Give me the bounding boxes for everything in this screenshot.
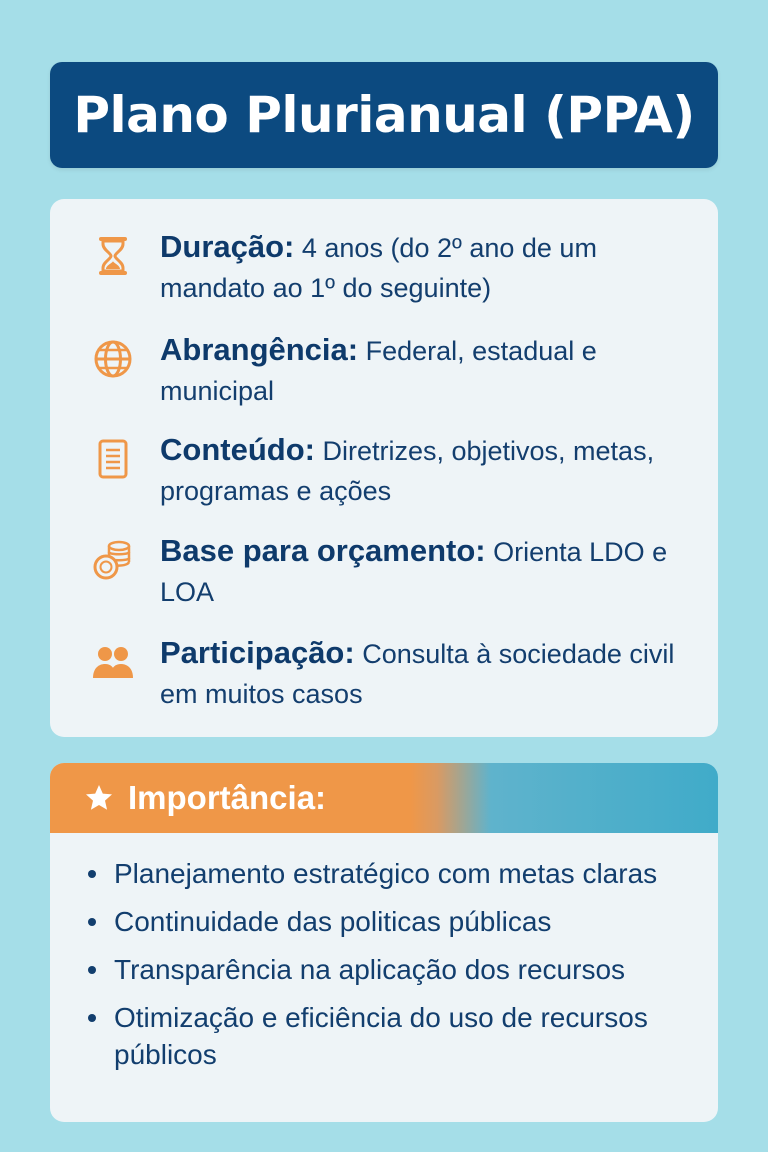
coins-icon bbox=[88, 535, 138, 585]
feature-budget-base-value: Orienta LDO e LOA bbox=[160, 537, 668, 607]
people-icon bbox=[88, 637, 138, 687]
feature-duration-text bbox=[160, 227, 702, 308]
feature-participation-value: Consulta à sociedade civil em muitos casos bbox=[160, 639, 675, 709]
bullet bbox=[88, 918, 96, 926]
feature-duration-value: 4 anos (do 2º ano de um mandato ao 1º do seguinte) bbox=[160, 233, 597, 303]
feature-scope-text bbox=[160, 330, 702, 411]
feature-participation-text bbox=[160, 633, 702, 714]
feature-scope bbox=[88, 330, 702, 411]
feature-content-value: Diretrizes, objetivos, metas, programas e ações bbox=[160, 436, 655, 506]
feature-participation-label: Participação: bbox=[160, 635, 355, 670]
bullet bbox=[88, 1014, 96, 1022]
document-icon bbox=[88, 434, 138, 484]
hourglass-icon bbox=[88, 231, 138, 281]
list-item-text: Transparência na aplicação dos recursos bbox=[114, 954, 626, 985]
list-item-text: Otimização e eficiência do uso de recursos públicos bbox=[114, 1002, 648, 1070]
feature-budget-base bbox=[88, 531, 702, 612]
feature-content-text bbox=[160, 430, 702, 511]
feature-budget-base-label: Base para orçamento: bbox=[160, 533, 486, 568]
feature-duration bbox=[88, 227, 702, 308]
list-item-text: Continuidade das politicas públicas bbox=[114, 906, 552, 937]
info-card bbox=[50, 199, 718, 737]
feature-participation bbox=[88, 633, 702, 714]
bullet bbox=[88, 870, 96, 878]
list-item bbox=[88, 951, 659, 988]
globe-icon bbox=[88, 334, 138, 384]
feature-scope-label: Abrangência: bbox=[160, 332, 359, 367]
feature-content bbox=[88, 430, 702, 511]
bullet bbox=[88, 966, 96, 974]
list-item bbox=[88, 855, 659, 892]
star-icon bbox=[84, 783, 114, 813]
page-title: Plano Plurianual (PPA) bbox=[73, 86, 695, 144]
feature-budget-base-text bbox=[160, 531, 702, 612]
feature-scope-value: Federal, estadual e municipal bbox=[160, 336, 597, 406]
title-banner bbox=[50, 62, 718, 168]
list-item-text: Planejamento estratégico com metas claras bbox=[114, 858, 658, 889]
importance-header bbox=[50, 763, 718, 833]
feature-duration-label: Duração: bbox=[160, 229, 295, 264]
importance-heading: Importância: bbox=[128, 779, 327, 816]
list-item bbox=[88, 999, 659, 1073]
list-item bbox=[88, 903, 659, 940]
feature-content-label: Conteúdo: bbox=[160, 432, 315, 467]
importance-list bbox=[50, 833, 718, 1073]
importance-card bbox=[50, 763, 718, 1122]
